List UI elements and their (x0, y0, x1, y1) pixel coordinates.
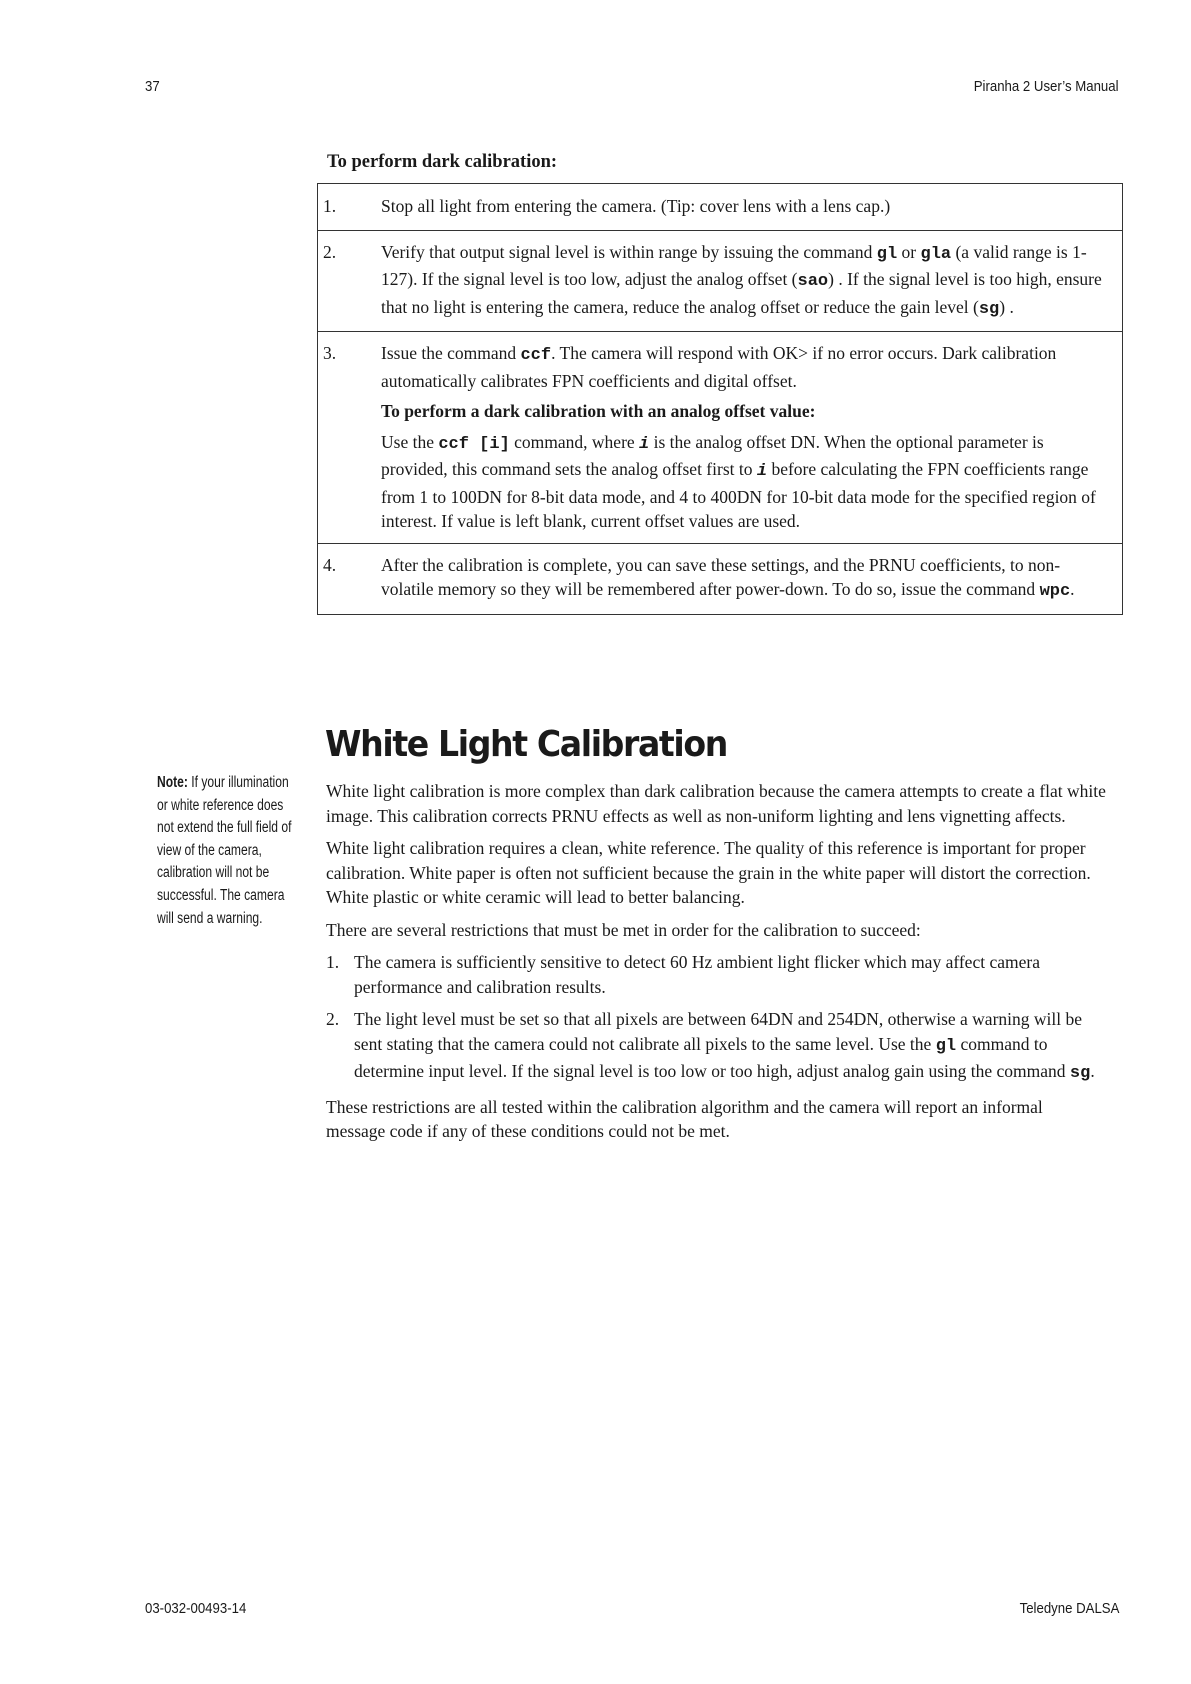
company-name: Teledyne DALSA (1019, 1600, 1119, 1617)
list-text: The light level must be set so that all pixels are between 64DN and 254DN, otherwise a warning will be sent stating that the camera could not calibrate all pixels to the same level. Use the gl command to determine input level. If the signal level is too low or too high, adjust analog gain using the command sg. (354, 1009, 1095, 1083)
command-code: gl (935, 1036, 957, 1056)
command-parameter: i (756, 462, 768, 481)
paragraph: White light calibration is more complex than dark calibration because the camera attempts to create a flat white image. This calibration corrects PRNU effects as well as non-uniform lighting and lens vignetting affects. (326, 781, 1106, 826)
step-number: 2. (323, 241, 337, 262)
procedure-steps-table (317, 183, 1123, 615)
manual-title: Piranha 2 User’s Manual (974, 78, 1119, 95)
command-code: sao (797, 272, 829, 291)
list-text: The camera is sufficiently sensitive to detect 60 Hz ambient light flicker which may affect camera performance and calibration results. (354, 952, 1040, 997)
step-number: 1. (323, 196, 337, 216)
step-row (318, 184, 1122, 230)
restrictions-list (326, 950, 1106, 1087)
list-number: 1. (326, 952, 340, 972)
note-label: Note: (157, 774, 188, 791)
section-heading: White Light Calibration (325, 724, 727, 765)
command-parameter: i (639, 434, 650, 454)
list-item (326, 950, 1106, 999)
page-number: 37 (145, 78, 160, 95)
step-row (318, 331, 1122, 543)
step-text: Use the ccf [i] command, where i is the analog offset DN. When the optional parameter is provided, this command sets the analog offset first to i before calculating the FPN coefficients range from 1 to 100DN for 8-bit data mode, and 4 to 400DN for 10-bit data mode for the specified region of interest. If value is left blank, current offset values are used. (381, 431, 1096, 531)
step-number: 4. (323, 554, 337, 575)
command-code: gla (920, 244, 952, 264)
section-body (326, 779, 1106, 1152)
list-item (326, 1007, 1106, 1087)
side-note (157, 772, 297, 930)
command-code: ccf (520, 346, 552, 365)
step-subtitle: To perform a dark calibration with an analog offset value: (381, 401, 816, 421)
procedure-title: To perform dark calibration: (327, 152, 558, 172)
command-code: wpc (1039, 582, 1071, 601)
command-code: gl (876, 244, 898, 264)
step-text: Stop all light from entering the camera. (Tip: cover lens with a lens cap.) (381, 196, 891, 216)
step-row (318, 230, 1122, 332)
step-text: Issue the command ccf. The camera will respond with OK> if no error occurs. Dark calibration automatically calibrates FPN coefficients and digital offset. (381, 343, 1057, 391)
step-text: Verify that output signal level is within range by issuing the command gl or gla (a valid range is 1-127). If the signal level is too low, adjust the analog offset (sao) . If the signal level is too high, ensure that no light is entering the camera, reduce the analog offset or reduce the gain level (sg) . (381, 241, 1102, 319)
document-number: 03-032-00493-14 (145, 1600, 247, 1617)
step-number: 3. (323, 343, 337, 363)
command-code: sg (978, 299, 1000, 319)
paragraph: There are several restrictions that must be met in order for the calibration to succeed: (326, 919, 921, 940)
note-text: If your illumination or white reference does not extend the full field of view of the camera, calibration will not be successful. The camera will send a warning. (157, 774, 292, 927)
step-text: After the calibration is complete, you can save these settings, and the PRNU coefficients, to non-volatile memory so they will be remembered after power-down. To do so, issue the command wpc. (381, 554, 1075, 601)
list-number: 2. (326, 1009, 340, 1029)
paragraph: These restrictions are all tested within the calibration algorithm and the camera will report an informal message code if any of these conditions could not be met. (326, 1096, 1043, 1141)
command-code: ccf [i] (438, 434, 510, 454)
command-code: sg (1069, 1064, 1091, 1083)
step-row (318, 543, 1122, 614)
paragraph: White light calibration requires a clean, white reference. The quality of this reference is important for proper calibration. White paper is often not sufficient because the grain in the white paper will distort the correction. White plastic or white ceramic will lead to better balancing. (326, 838, 1091, 907)
